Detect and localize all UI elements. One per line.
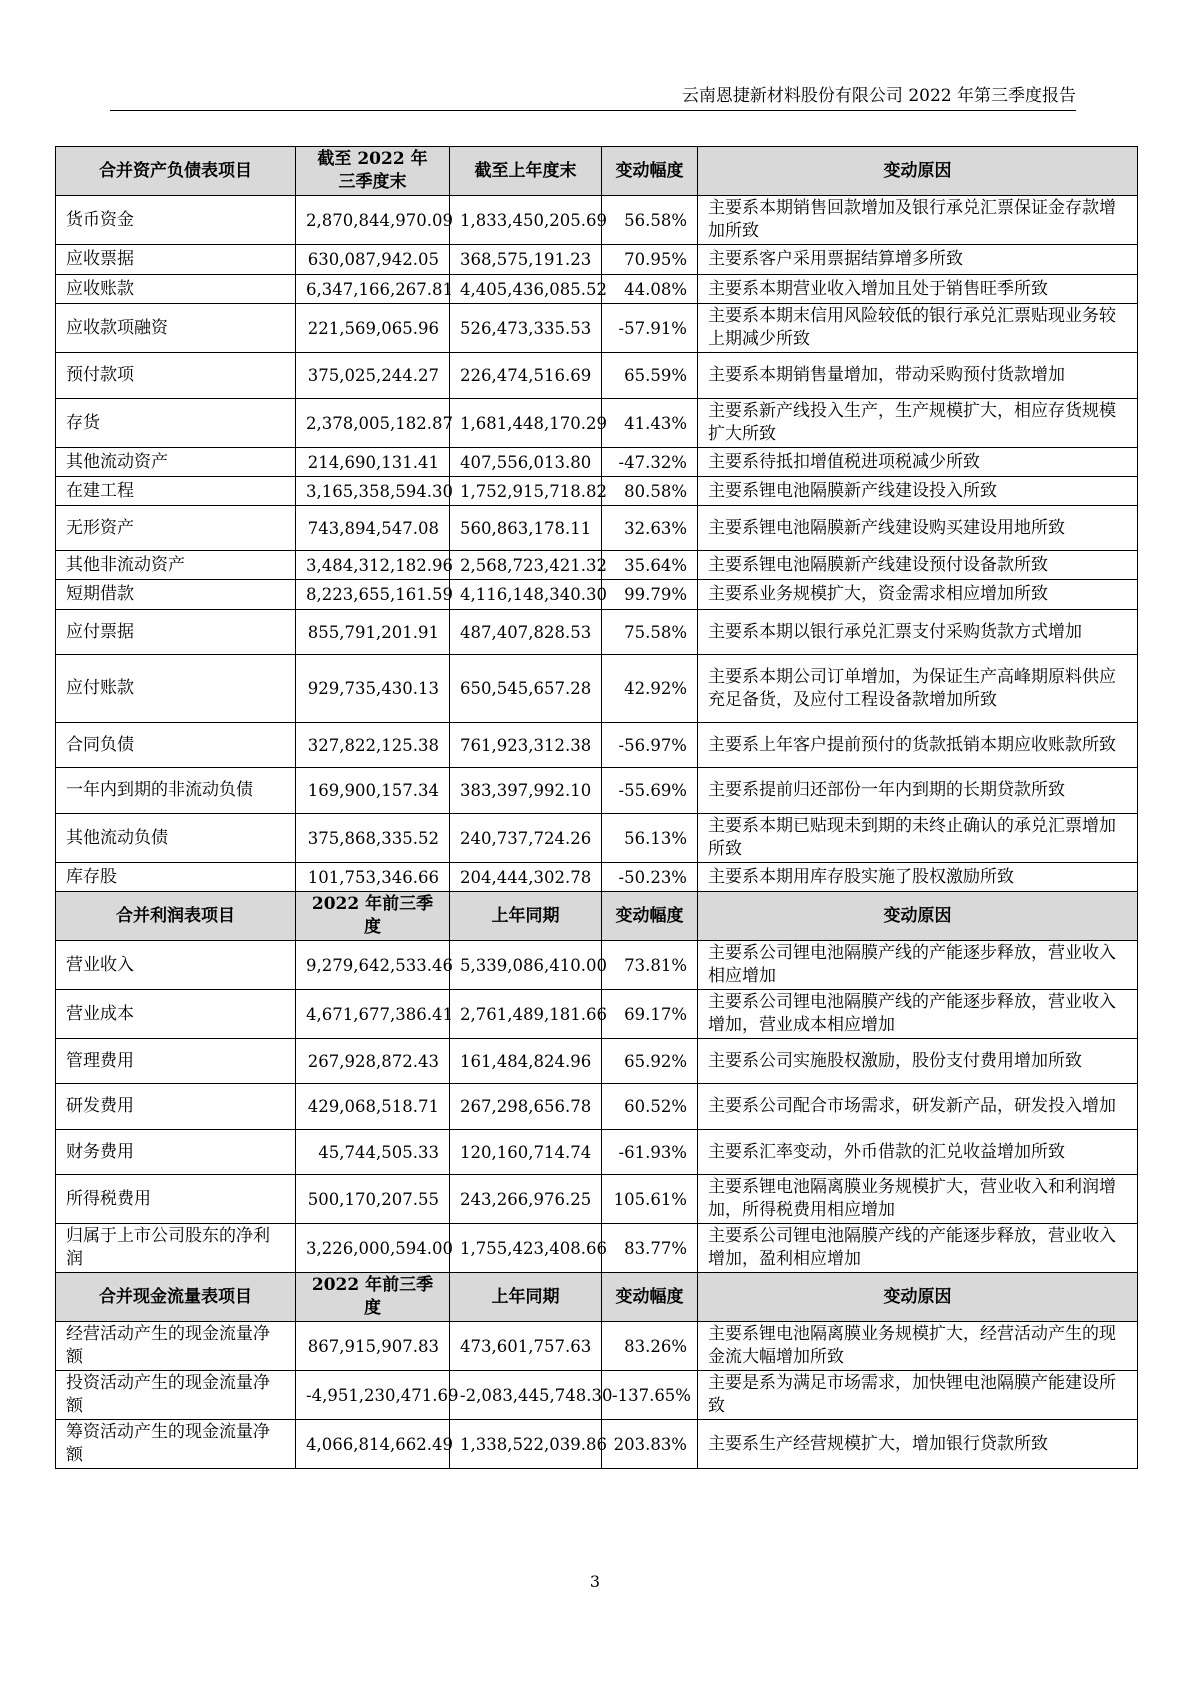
col-reason-cell: 主要系业务规模扩大，资金需求相应增加所致	[698, 580, 1138, 610]
col-previous-cell: 526,473,335.53	[450, 304, 602, 353]
col-previous-cell: 2,761,489,181.66	[450, 990, 602, 1039]
col-reason-cell: 主要系本期销售回款增加及银行承兑汇票保证金存款增加所致	[698, 196, 1138, 245]
col-current-cell: 267,928,872.43	[296, 1039, 450, 1084]
col-change-cell: 80.58%	[602, 477, 698, 506]
col-change-cell: -57.91%	[602, 304, 698, 353]
col-previous-cell: 1,833,450,205.69	[450, 196, 602, 245]
col-change-cell: -137.65%	[602, 1371, 698, 1420]
col-current-cell: 375,025,244.27	[296, 353, 450, 399]
table-row	[56, 477, 1138, 506]
column-header-item: 合并现金流量表项目	[56, 1273, 296, 1322]
col-reason-cell: 主要系公司配合市场需求，研发新产品，研发投入增加	[698, 1084, 1138, 1130]
table-row	[56, 353, 1138, 399]
col-item-cell: 无形资产	[56, 506, 296, 551]
col-item-cell: 筹资活动产生的现金流量净额	[56, 1420, 296, 1469]
col-reason-cell: 主要是系为满足市场需求，加快锂电池隔膜产能建设所致	[698, 1371, 1138, 1420]
col-change-cell: 83.77%	[602, 1224, 698, 1273]
col-previous-cell: 4,405,436,085.52	[450, 275, 602, 304]
col-previous-cell: 650,545,657.28	[450, 655, 602, 723]
col-current-cell: 101,753,346.66	[296, 863, 450, 892]
table-row	[56, 1175, 1138, 1224]
col-current-cell: 2,870,844,970.09	[296, 196, 450, 245]
col-item-cell: 营业收入	[56, 941, 296, 990]
col-change-cell: 203.83%	[602, 1420, 698, 1469]
col-previous-cell: 473,601,757.63	[450, 1322, 602, 1371]
table-row	[56, 1130, 1138, 1175]
col-current-cell: 6,347,166,267.81	[296, 275, 450, 304]
col-item-cell: 经营活动产生的现金流量净额	[56, 1322, 296, 1371]
col-change-cell: 56.58%	[602, 196, 698, 245]
col-current-cell: 500,170,207.55	[296, 1175, 450, 1224]
col-item-cell: 应付账款	[56, 655, 296, 723]
column-header-item: 合并利润表项目	[56, 892, 296, 941]
col-change-cell: 99.79%	[602, 580, 698, 610]
column-header-reason: 变动原因	[698, 147, 1138, 196]
financial-changes-table	[55, 146, 1138, 1469]
col-change-cell: 44.08%	[602, 275, 698, 304]
column-header-item: 合并资产负债表项目	[56, 147, 296, 196]
column-header-previous: 上年同期	[450, 1273, 602, 1322]
column-header-previous: 上年同期	[450, 892, 602, 941]
col-item-cell: 研发费用	[56, 1084, 296, 1130]
col-item-cell: 应收账款	[56, 275, 296, 304]
table-row	[56, 990, 1138, 1039]
col-reason-cell: 主要系公司锂电池隔膜产线的产能逐步释放，营业收入相应增加	[698, 941, 1138, 990]
col-item-cell: 其他流动负债	[56, 814, 296, 863]
col-reason-cell: 主要系本期末信用风险较低的银行承兑汇票贴现业务较上期减少所致	[698, 304, 1138, 353]
col-item-cell: 投资活动产生的现金流量净额	[56, 1371, 296, 1420]
table-row	[56, 1420, 1138, 1469]
col-item-cell: 预付款项	[56, 353, 296, 399]
col-item-cell: 其他非流动资产	[56, 551, 296, 580]
col-reason-cell: 主要系公司实施股权激励，股份支付费用增加所致	[698, 1039, 1138, 1084]
table-row	[56, 580, 1138, 610]
section-header-row	[56, 892, 1138, 941]
column-header-change: 变动幅度	[602, 147, 698, 196]
col-item-cell: 营业成本	[56, 990, 296, 1039]
table-row	[56, 941, 1138, 990]
table-row	[56, 196, 1138, 245]
column-header-reason: 变动原因	[698, 1273, 1138, 1322]
col-change-cell: 65.92%	[602, 1039, 698, 1084]
col-current-cell: 9,279,642,533.46	[296, 941, 450, 990]
table-row	[56, 1084, 1138, 1130]
table-row	[56, 863, 1138, 892]
col-change-cell: 70.95%	[602, 245, 698, 275]
col-change-cell: 73.81%	[602, 941, 698, 990]
column-header-current: 2022 年前三季度	[296, 892, 450, 941]
col-change-cell: 69.17%	[602, 990, 698, 1039]
col-previous-cell: 120,160,714.74	[450, 1130, 602, 1175]
col-reason-cell: 主要系本期销售量增加，带动采购预付货款增加	[698, 353, 1138, 399]
col-change-cell: 41.43%	[602, 399, 698, 448]
table-row	[56, 275, 1138, 304]
col-reason-cell: 主要系本期用库存股实施了股权激励所致	[698, 863, 1138, 892]
table-row	[56, 551, 1138, 580]
col-previous-cell: 5,339,086,410.00	[450, 941, 602, 990]
column-header-reason: 变动原因	[698, 892, 1138, 941]
table-row	[56, 814, 1138, 863]
col-change-cell: 32.63%	[602, 506, 698, 551]
col-current-cell: 375,868,335.52	[296, 814, 450, 863]
col-reason-cell: 主要系公司锂电池隔膜产线的产能逐步释放，营业收入增加，盈利相应增加	[698, 1224, 1138, 1273]
section-header-row	[56, 1273, 1138, 1322]
table-row	[56, 610, 1138, 655]
col-previous-cell: 1,752,915,718.82	[450, 477, 602, 506]
col-change-cell: -61.93%	[602, 1130, 698, 1175]
col-item-cell: 在建工程	[56, 477, 296, 506]
col-item-cell: 货币资金	[56, 196, 296, 245]
col-item-cell: 财务费用	[56, 1130, 296, 1175]
table-row	[56, 723, 1138, 768]
col-change-cell: 60.52%	[602, 1084, 698, 1130]
col-item-cell: 应收款项融资	[56, 304, 296, 353]
col-item-cell: 一年内到期的非流动负债	[56, 768, 296, 814]
col-item-cell: 管理费用	[56, 1039, 296, 1084]
col-reason-cell: 主要系本期以银行承兑汇票支付采购货款方式增加	[698, 610, 1138, 655]
col-current-cell: 855,791,201.91	[296, 610, 450, 655]
report-header	[110, 84, 1076, 111]
column-header-previous: 截至上年度末	[450, 147, 602, 196]
col-current-cell: 630,087,942.05	[296, 245, 450, 275]
report-title: 云南恩捷新材料股份有限公司 2022 年第三季度报告	[681, 86, 1076, 106]
column-header-change: 变动幅度	[602, 892, 698, 941]
col-reason-cell: 主要系本期营业收入增加且处于销售旺季所致	[698, 275, 1138, 304]
col-item-cell: 所得税费用	[56, 1175, 296, 1224]
col-reason-cell: 主要系锂电池隔膜新产线建设购买建设用地所致	[698, 506, 1138, 551]
col-current-cell: 45,744,505.33	[296, 1130, 450, 1175]
col-reason-cell: 主要系本期公司订单增加，为保证生产高峰期原料供应充足备货，及应付工程设备款增加所致	[698, 655, 1138, 723]
col-change-cell: 56.13%	[602, 814, 698, 863]
table-row	[56, 1039, 1138, 1084]
section-header-row	[56, 147, 1138, 196]
col-previous-cell: 226,474,516.69	[450, 353, 602, 399]
col-previous-cell: -2,083,445,748.30	[450, 1371, 602, 1420]
col-change-cell: 42.92%	[602, 655, 698, 723]
col-previous-cell: 2,568,723,421.32	[450, 551, 602, 580]
col-current-cell: 4,066,814,662.49	[296, 1420, 450, 1469]
col-change-cell: 83.26%	[602, 1322, 698, 1371]
col-reason-cell: 主要系生产经营规模扩大，增加银行贷款所致	[698, 1420, 1138, 1469]
column-header-current: 截至 2022 年 三季度末	[296, 147, 450, 196]
table-row	[56, 655, 1138, 723]
col-current-cell: 327,822,125.38	[296, 723, 450, 768]
page-number: 3	[589, 1572, 601, 1591]
table-row	[56, 399, 1138, 448]
table-row	[56, 506, 1138, 551]
col-current-cell: 3,165,358,594.30	[296, 477, 450, 506]
col-previous-cell: 383,397,992.10	[450, 768, 602, 814]
col-reason-cell: 主要系汇率变动，外币借款的汇兑收益增加所致	[698, 1130, 1138, 1175]
col-current-cell: 4,671,677,386.41	[296, 990, 450, 1039]
col-reason-cell: 主要系提前归还部份一年内到期的长期贷款所致	[698, 768, 1138, 814]
col-previous-cell: 1,338,522,039.86	[450, 1420, 602, 1469]
table-row	[56, 1371, 1138, 1420]
col-current-cell: 3,226,000,594.00	[296, 1224, 450, 1273]
col-change-cell: 65.59%	[602, 353, 698, 399]
col-reason-cell: 主要系公司锂电池隔膜产线的产能逐步释放，营业收入增加，营业成本相应增加	[698, 990, 1138, 1039]
col-change-cell: 75.58%	[602, 610, 698, 655]
table-row	[56, 1224, 1138, 1273]
col-previous-cell: 407,556,013.80	[450, 448, 602, 477]
col-reason-cell: 主要系锂电池隔膜新产线建设预付设备款所致	[698, 551, 1138, 580]
col-previous-cell: 204,444,302.78	[450, 863, 602, 892]
col-current-cell: 867,915,907.83	[296, 1322, 450, 1371]
col-item-cell: 其他流动资产	[56, 448, 296, 477]
col-item-cell: 应收票据	[56, 245, 296, 275]
col-previous-cell: 487,407,828.53	[450, 610, 602, 655]
col-current-cell: 929,735,430.13	[296, 655, 450, 723]
col-item-cell: 归属于上市公司股东的净利润	[56, 1224, 296, 1273]
col-item-cell: 短期借款	[56, 580, 296, 610]
col-reason-cell: 主要系锂电池隔膜新产线建设投入所致	[698, 477, 1138, 506]
col-item-cell: 存货	[56, 399, 296, 448]
col-previous-cell: 761,923,312.38	[450, 723, 602, 768]
col-previous-cell: 240,737,724.26	[450, 814, 602, 863]
col-change-cell: 35.64%	[602, 551, 698, 580]
col-reason-cell: 主要系锂电池隔离膜业务规模扩大，营业收入和利润增加，所得税费用相应增加	[698, 1175, 1138, 1224]
col-current-cell: 743,894,547.08	[296, 506, 450, 551]
col-change-cell: -55.69%	[602, 768, 698, 814]
table-row	[56, 1322, 1138, 1371]
col-change-cell: -50.23%	[602, 863, 698, 892]
col-reason-cell: 主要系上年客户提前预付的货款抵销本期应收账款所致	[698, 723, 1138, 768]
col-previous-cell: 161,484,824.96	[450, 1039, 602, 1084]
col-reason-cell: 主要系客户采用票据结算增多所致	[698, 245, 1138, 275]
col-previous-cell: 1,681,448,170.29	[450, 399, 602, 448]
col-current-cell: 214,690,131.41	[296, 448, 450, 477]
col-item-cell: 合同负债	[56, 723, 296, 768]
col-current-cell: 221,569,065.96	[296, 304, 450, 353]
col-previous-cell: 4,116,148,340.30	[450, 580, 602, 610]
col-current-cell: 8,223,655,161.59	[296, 580, 450, 610]
table-row	[56, 245, 1138, 275]
col-item-cell: 应付票据	[56, 610, 296, 655]
col-previous-cell: 1,755,423,408.66	[450, 1224, 602, 1273]
column-header-current: 2022 年前三季度	[296, 1273, 450, 1322]
col-previous-cell: 560,863,178.11	[450, 506, 602, 551]
col-change-cell: -56.97%	[602, 723, 698, 768]
col-current-cell: 2,378,005,182.87	[296, 399, 450, 448]
col-reason-cell: 主要系锂电池隔离膜业务规模扩大，经营活动产生的现金流大幅增加所致	[698, 1322, 1138, 1371]
table-row	[56, 448, 1138, 477]
col-item-cell: 库存股	[56, 863, 296, 892]
col-current-cell: -4,951,230,471.69	[296, 1371, 450, 1420]
col-previous-cell: 368,575,191.23	[450, 245, 602, 275]
col-change-cell: -47.32%	[602, 448, 698, 477]
col-current-cell: 3,484,312,182.96	[296, 551, 450, 580]
col-reason-cell: 主要系新产线投入生产，生产规模扩大，相应存货规模扩大所致	[698, 399, 1138, 448]
col-change-cell: 105.61%	[602, 1175, 698, 1224]
table-row	[56, 768, 1138, 814]
col-current-cell: 169,900,157.34	[296, 768, 450, 814]
column-header-change: 变动幅度	[602, 1273, 698, 1322]
col-reason-cell: 主要系待抵扣增值税进项税减少所致	[698, 448, 1138, 477]
col-previous-cell: 243,266,976.25	[450, 1175, 602, 1224]
col-previous-cell: 267,298,656.78	[450, 1084, 602, 1130]
col-current-cell: 429,068,518.71	[296, 1084, 450, 1130]
table-row	[56, 304, 1138, 353]
col-reason-cell: 主要系本期已贴现未到期的未终止确认的承兑汇票增加所致	[698, 814, 1138, 863]
